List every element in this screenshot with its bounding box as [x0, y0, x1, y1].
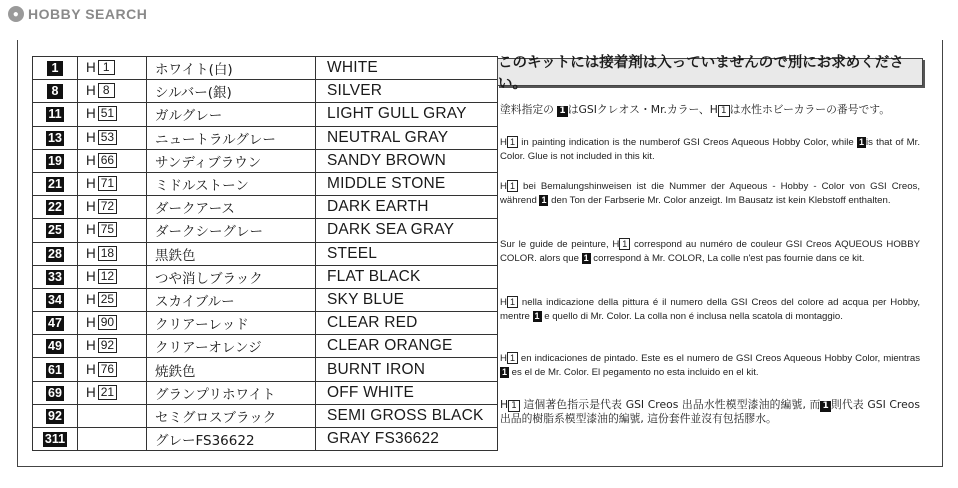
note-spanish	[500, 352, 920, 380]
note-de-text-3: den Ton der Farbserie Mr. Color anzeigt. Im Bausatz ist kein Klebstoff enthalten.	[548, 195, 891, 206]
color-name-english: MIDDLE STONE	[316, 172, 498, 195]
color-name-japanese: ダークシーグレー	[147, 219, 316, 242]
note-it-text-1: H	[500, 297, 507, 308]
note-zh-text-2: 這個著色指示是代表 GSI Creos 出品水性模型漆油的編號, 而	[519, 398, 821, 411]
note-ja-mr-color-badge: 1	[559, 106, 566, 116]
hobby-color-code	[86, 246, 117, 261]
no-glue-notice	[497, 55, 923, 92]
note-es-text-2: en indicaciones de pintado. Este es el numero de GSI Creos Aqueous Hobby Color, mientras	[517, 353, 920, 364]
paint-row	[33, 149, 498, 172]
hobby-color-number-cell	[78, 428, 147, 451]
paint-row	[33, 172, 498, 195]
note-german	[500, 180, 920, 208]
color-name-japanese: スカイブルー	[147, 288, 316, 311]
color-name-english: LIGHT GULL GRAY	[316, 103, 498, 126]
hobby-color-number-cell	[78, 242, 147, 265]
hobby-color-prefix: H	[86, 106, 96, 122]
color-name-japanese: グレーFS36622	[147, 428, 316, 451]
color-name-english: GRAY FS36622	[316, 428, 498, 451]
mr-color-number: 11	[48, 107, 62, 122]
paint-row	[33, 358, 498, 381]
hobby-color-number: 75	[98, 222, 117, 237]
mr-color-number-cell	[33, 57, 78, 80]
paint-row	[33, 196, 498, 219]
mr-color-number-cell	[33, 172, 78, 195]
note-en-text-2: in painting indication is the numberof GSI Creos Aqueous Hobby Color, while	[517, 137, 857, 148]
hobby-color-number-cell	[78, 126, 147, 149]
hobby-color-code	[86, 106, 117, 121]
note-en-hobby-color-badge: 1	[507, 136, 518, 148]
mr-color-number-cell	[33, 335, 78, 358]
mr-color-number: 22	[48, 200, 62, 215]
hobby-color-number-cell	[78, 57, 147, 80]
note-it-text-3: e quello di Mr. Color. La colla non é inclusa nella scatola di montaggio.	[541, 311, 843, 322]
color-name-english: SILVER	[316, 80, 498, 103]
hobby-color-prefix: H	[86, 222, 96, 238]
paint-row	[33, 312, 498, 335]
hobby-color-number-cell	[78, 172, 147, 195]
hobby-search-watermark	[8, 6, 147, 22]
note-de-text-1: H	[500, 181, 507, 192]
note-zh-mr-color-badge: 1	[822, 401, 829, 411]
mr-color-number: 21	[48, 177, 62, 192]
hobby-color-number: 53	[98, 130, 117, 145]
hobby-color-number-cell	[78, 312, 147, 335]
hobby-color-number: 12	[98, 269, 117, 284]
color-name-english: NEUTRAL GRAY	[316, 126, 498, 149]
hobby-color-prefix: H	[86, 152, 96, 168]
color-name-english: STEEL	[316, 242, 498, 265]
color-name-japanese: サンディブラウン	[147, 149, 316, 172]
mr-color-number-cell	[33, 428, 78, 451]
hobby-color-code	[86, 176, 117, 191]
color-name-english: CLEAR RED	[316, 312, 498, 335]
hobby-color-number-cell	[78, 358, 147, 381]
note-fr-text-2: correspond au numéro de couleur GSI Creos AQUEOUS HOBBY COLOR. alors que	[500, 239, 920, 264]
hobby-color-number: 72	[98, 199, 117, 214]
paint-row	[33, 335, 498, 358]
hobby-color-code	[86, 292, 117, 307]
color-name-japanese: ミドルストーン	[147, 172, 316, 195]
mr-color-number: 49	[48, 339, 62, 354]
hobby-color-number-cell	[78, 149, 147, 172]
color-name-english: SEMI GROSS BLACK	[316, 404, 498, 427]
note-ja-text-1: 塗料指定の	[500, 103, 558, 116]
hobby-color-number: 71	[98, 176, 117, 191]
color-name-english: OFF WHITE	[316, 381, 498, 404]
color-name-english: DARK SEA GRAY	[316, 219, 498, 242]
note-ja-text-3: は水性ホビーカラーの番号です。	[729, 103, 891, 116]
hobby-color-number: 21	[98, 385, 117, 400]
hobby-color-code	[86, 315, 117, 330]
note-it-mr-color-badge: 1	[534, 311, 540, 321]
hobby-color-code	[86, 60, 115, 75]
color-name-japanese: クリアーオレンジ	[147, 335, 316, 358]
color-name-english: SKY BLUE	[316, 288, 498, 311]
mr-color-number: 61	[48, 362, 62, 377]
color-name-english: DARK EARTH	[316, 196, 498, 219]
note-de-text-2: bei Bemalungshinweisen ist die Nummer der Aqueous - Hobby - Color von GSI Creos, während	[500, 181, 920, 206]
paint-row	[33, 265, 498, 288]
hobby-color-prefix: H	[86, 83, 96, 99]
hobby-color-code	[86, 222, 117, 237]
color-name-japanese: 黒鉄色	[147, 242, 316, 265]
mr-color-number-cell	[33, 80, 78, 103]
color-name-japanese: ニュートラルグレー	[147, 126, 316, 149]
mr-color-number-cell	[33, 196, 78, 219]
paint-row	[33, 219, 498, 242]
mr-color-number: 13	[48, 130, 62, 145]
hobby-color-number-cell	[78, 219, 147, 242]
hobby-color-number-cell	[78, 265, 147, 288]
hobby-color-prefix: H	[86, 268, 96, 284]
color-name-japanese: つや消しブラック	[147, 265, 316, 288]
mr-color-number-cell	[33, 149, 78, 172]
note-en-text-1: H	[500, 137, 507, 148]
hobby-color-prefix: H	[86, 384, 96, 400]
hobby-color-code	[86, 153, 117, 168]
hobby-color-code	[86, 83, 115, 98]
note-ja-hobby-color-badge: 1	[718, 105, 730, 117]
note-fr-text-1: Sur le guide de peinture, H	[500, 239, 620, 250]
paint-row	[33, 428, 498, 451]
mr-color-number-cell	[33, 126, 78, 149]
hobby-color-number: 76	[98, 362, 117, 377]
note-es-text-3: es el de Mr. Color. El pegamento no esta incluido en el kit.	[509, 367, 759, 378]
paint-row	[33, 80, 498, 103]
hobby-color-prefix: H	[86, 315, 96, 331]
mr-color-number-cell	[33, 103, 78, 126]
hobby-color-number: 66	[98, 153, 117, 168]
note-italian	[500, 296, 920, 324]
hobby-search-logo-icon: ●	[8, 6, 24, 22]
hobby-color-number: 25	[98, 292, 117, 307]
color-name-english: CLEAR ORANGE	[316, 335, 498, 358]
note-en-mr-color-badge: 1	[858, 137, 864, 147]
hobby-color-number: 18	[98, 246, 117, 261]
mr-color-number-cell	[33, 265, 78, 288]
mr-color-number-cell	[33, 242, 78, 265]
mr-color-number-cell	[33, 404, 78, 427]
color-name-japanese: 焼鉄色	[147, 358, 316, 381]
hobby-color-number: 51	[98, 106, 117, 121]
note-es-hobby-color-badge: 1	[507, 352, 518, 364]
hobby-color-code	[86, 269, 117, 284]
note-de-mr-color-badge: 1	[541, 195, 547, 205]
note-english	[500, 136, 920, 164]
mr-color-number-cell	[33, 312, 78, 335]
color-name-japanese: クリアーレッド	[147, 312, 316, 335]
note-zh-text-1: H	[500, 398, 509, 411]
paint-row	[33, 126, 498, 149]
hobby-color-number-cell	[78, 381, 147, 404]
color-name-english: WHITE	[316, 57, 498, 80]
note-ja-text-2: はGSIクレオス・Mr.カラー、H	[567, 103, 718, 116]
color-name-japanese: ダークアース	[147, 196, 316, 219]
hobby-color-number: 8	[98, 83, 115, 98]
hobby-color-code	[86, 338, 117, 353]
color-name-japanese: グランプリホワイト	[147, 381, 316, 404]
note-zh-text-3: 則代表 GSI Creos 出品的樹脂系模型漆油的編號, 這份套件並沒有包括膠水。	[500, 398, 920, 425]
hobby-color-code	[86, 385, 117, 400]
mr-color-number: 25	[48, 223, 62, 238]
paint-row	[33, 103, 498, 126]
hobby-color-prefix: H	[86, 176, 96, 192]
mr-color-number: 33	[48, 269, 62, 284]
hobby-color-number-cell	[78, 404, 147, 427]
color-name-english: SANDY BROWN	[316, 149, 498, 172]
mr-color-number-cell	[33, 381, 78, 404]
mr-color-number-cell	[33, 358, 78, 381]
paint-table	[32, 56, 498, 451]
paint-row	[33, 288, 498, 311]
color-name-japanese: セミグロスブラック	[147, 404, 316, 427]
hobby-color-prefix: H	[86, 361, 96, 377]
hobby-color-prefix: H	[86, 338, 96, 354]
mr-color-number-cell	[33, 219, 78, 242]
mr-color-number: 311	[44, 432, 66, 447]
paint-row	[33, 57, 498, 80]
hobby-color-number-cell	[78, 288, 147, 311]
hobby-color-number-cell	[78, 196, 147, 219]
note-it-hobby-color-badge: 1	[507, 296, 518, 308]
hobby-color-number: 92	[98, 338, 117, 353]
mr-color-number: 92	[48, 408, 62, 423]
mr-color-number: 47	[48, 316, 62, 331]
note-es-text-1: H	[500, 353, 507, 364]
note-es-mr-color-badge: 1	[502, 367, 508, 377]
note-fr-mr-color-badge: 1	[583, 253, 589, 263]
hobby-color-number-cell	[78, 103, 147, 126]
mr-color-number: 69	[48, 385, 62, 400]
mr-color-number: 28	[48, 246, 62, 261]
note-chinese	[500, 398, 920, 426]
no-glue-notice-text: このキットには接着剤は入っていませんので別にお求めください。	[498, 55, 904, 92]
watermark-text: HOBBY SEARCH	[28, 6, 148, 22]
paint-row	[33, 242, 498, 265]
hobby-color-code	[86, 199, 117, 214]
note-en-text-3: is that of Mr. Color. Glue is not included in this kit.	[500, 137, 921, 162]
hobby-color-prefix: H	[86, 199, 96, 215]
note-french	[500, 238, 920, 266]
color-name-english: FLAT BLACK	[316, 265, 498, 288]
mr-color-number: 1	[47, 61, 63, 76]
note-fr-hobby-color-badge: 1	[619, 238, 630, 250]
mr-color-number: 34	[48, 292, 62, 307]
hobby-color-prefix: H	[86, 129, 96, 145]
color-name-japanese: ホワイト(白)	[147, 57, 316, 80]
note-fr-text-3: correspond à Mr. COLOR, La colle n'est pas fournie dans ce kit.	[590, 253, 865, 264]
mr-color-number: 19	[48, 153, 62, 168]
mr-color-number: 8	[47, 84, 63, 99]
color-name-japanese: ガルグレー	[147, 103, 316, 126]
hobby-color-code	[86, 362, 117, 377]
note-japanese	[500, 103, 920, 117]
note-zh-hobby-color-badge: 1	[508, 400, 520, 412]
hobby-color-number: 90	[98, 315, 117, 330]
note-it-text-2: nella indicazione della pittura é il numero della GSI Creos del colore ad acqua per Hobby, mentre	[500, 297, 920, 322]
hobby-color-prefix: H	[86, 245, 96, 261]
paint-table-body	[33, 57, 498, 451]
hobby-color-prefix: H	[86, 291, 96, 307]
paint-row	[33, 404, 498, 427]
note-de-hobby-color-badge: 1	[507, 180, 518, 192]
hobby-color-number: 1	[98, 60, 115, 75]
hobby-color-code	[86, 130, 117, 145]
color-name-english: BURNT IRON	[316, 358, 498, 381]
paint-row	[33, 381, 498, 404]
mr-color-number-cell	[33, 288, 78, 311]
hobby-color-prefix: H	[86, 60, 96, 76]
hobby-color-number-cell	[78, 80, 147, 103]
hobby-color-number-cell	[78, 335, 147, 358]
color-name-japanese: シルバー(銀)	[147, 80, 316, 103]
